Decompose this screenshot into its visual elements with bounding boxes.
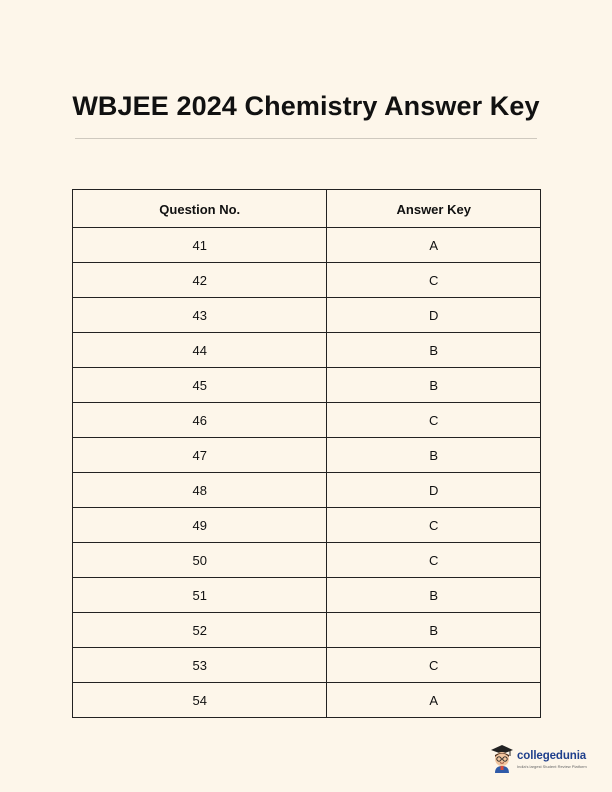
- table-row: [73, 613, 541, 648]
- answer-key-table: [72, 189, 541, 718]
- logo-tagline: India's largest Student Review Platform: [517, 763, 587, 769]
- question-number-cell: 42: [73, 263, 327, 298]
- answer-cell: B: [327, 578, 541, 613]
- table-row: [73, 263, 541, 298]
- answer-cell: D: [327, 298, 541, 333]
- question-number-cell: 53: [73, 648, 327, 683]
- question-number-cell: 47: [73, 438, 327, 473]
- answer-cell: A: [327, 228, 541, 263]
- column-header-answer-key: Answer Key: [327, 190, 541, 228]
- table-row: [73, 368, 541, 403]
- question-number-cell: 52: [73, 613, 327, 648]
- answer-cell: C: [327, 543, 541, 578]
- answer-cell: B: [327, 613, 541, 648]
- answer-cell: D: [327, 473, 541, 508]
- table-body: [73, 228, 541, 718]
- answer-cell: A: [327, 683, 541, 718]
- table-header-row: [73, 190, 541, 228]
- table-row: [73, 578, 541, 613]
- table-row: [73, 333, 541, 368]
- page-title: WBJEE 2024 Chemistry Answer Key: [72, 91, 540, 121]
- question-number-cell: 48: [73, 473, 327, 508]
- mascot-icon: [490, 744, 514, 774]
- answer-cell: C: [327, 403, 541, 438]
- column-header-question-no: Question No.: [73, 190, 327, 228]
- table-row: [73, 403, 541, 438]
- table-row: [73, 473, 541, 508]
- answer-cell: C: [327, 508, 541, 543]
- table-row: [73, 683, 541, 718]
- title-divider: [75, 138, 537, 139]
- question-number-cell: 46: [73, 403, 327, 438]
- answer-cell: B: [327, 368, 541, 403]
- question-number-cell: 43: [73, 298, 327, 333]
- answer-cell: B: [327, 438, 541, 473]
- question-number-cell: 44: [73, 333, 327, 368]
- table-row: [73, 648, 541, 683]
- logo-text: [517, 750, 587, 769]
- logo-name: collegedunia: [517, 749, 587, 762]
- answer-cell: B: [327, 333, 541, 368]
- question-number-cell: 41: [73, 228, 327, 263]
- answer-cell: C: [327, 263, 541, 298]
- table-row: [73, 228, 541, 263]
- question-number-cell: 49: [73, 508, 327, 543]
- question-number-cell: 51: [73, 578, 327, 613]
- table-row: [73, 438, 541, 473]
- table-row: [73, 508, 541, 543]
- table-row: [73, 543, 541, 578]
- question-number-cell: 45: [73, 368, 327, 403]
- table-row: [73, 298, 541, 333]
- collegedunia-logo[interactable]: [490, 744, 587, 774]
- question-number-cell: 50: [73, 543, 327, 578]
- question-number-cell: 54: [73, 683, 327, 718]
- answer-cell: C: [327, 648, 541, 683]
